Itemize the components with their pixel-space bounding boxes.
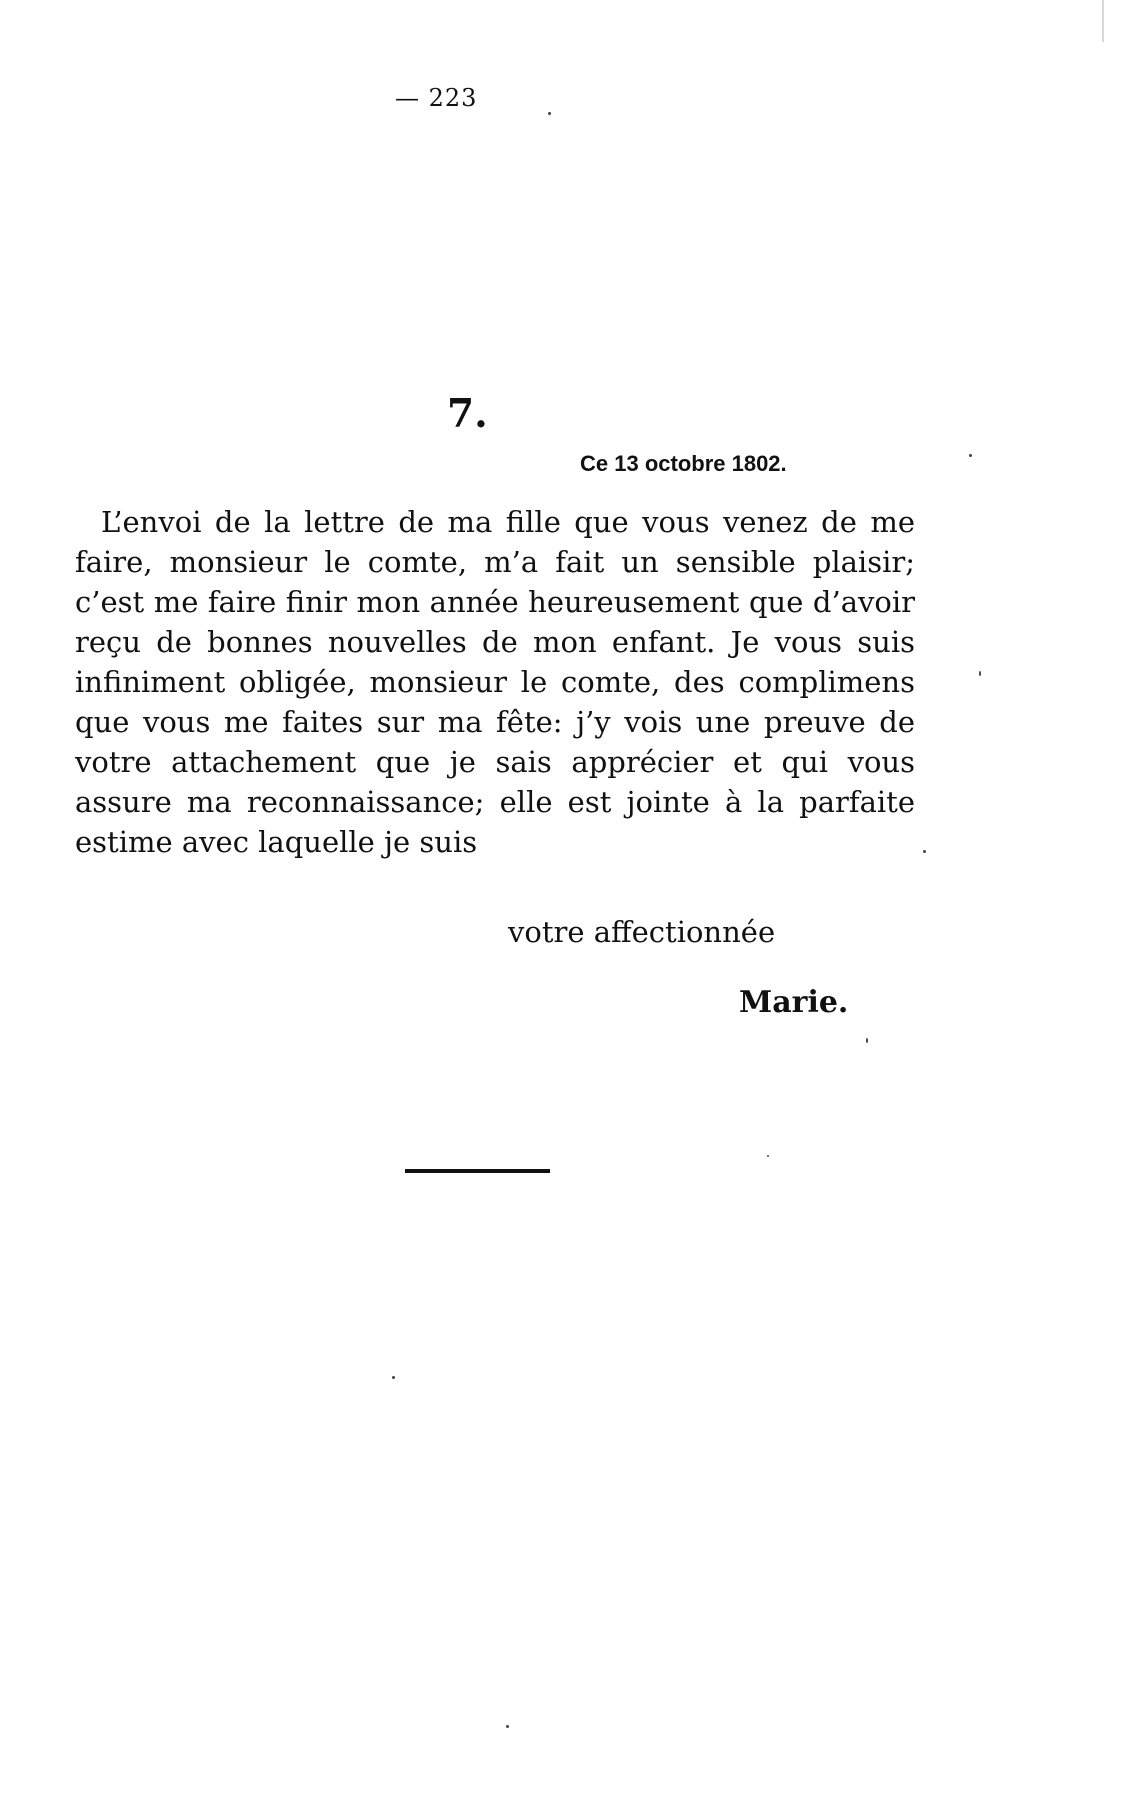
letter-signature: Marie. <box>739 985 849 1020</box>
running-head-page-number: — 223 <box>395 84 478 112</box>
letter-date: Ce 13 octobre 1802. <box>580 451 787 476</box>
scan-speck <box>979 671 981 676</box>
scan-speck <box>392 1376 395 1379</box>
letter-body: L’envoi de la lettre de ma fille que vous venez de me faire, monsieur le comte, m’a fait un sensible plaisir; c’est me faire finir mon année heureusement que d’avoir reçu de bonnes nouvelles de mon enfant. Je vous suis infiniment obligée, monsieur le comte, des complimens que vous me faites sur ma fête: j’y vois une preuve de votre attachement que je sais apprécier et qui vous assure ma reconnaissance; elle est jointe à la parfaite estime avec laquelle je suis <box>75 505 915 859</box>
scan-speck <box>767 1155 769 1157</box>
letter-number: 7. <box>447 391 488 437</box>
scan-speck <box>506 1725 509 1728</box>
scan-speck <box>923 850 926 853</box>
page-edge-line <box>1102 0 1104 42</box>
scan-speck <box>969 454 972 457</box>
scan-speck <box>866 1038 868 1043</box>
section-divider-rule <box>405 1169 550 1173</box>
letter-closing: votre affectionnée <box>508 915 776 949</box>
scan-speck <box>548 112 551 115</box>
